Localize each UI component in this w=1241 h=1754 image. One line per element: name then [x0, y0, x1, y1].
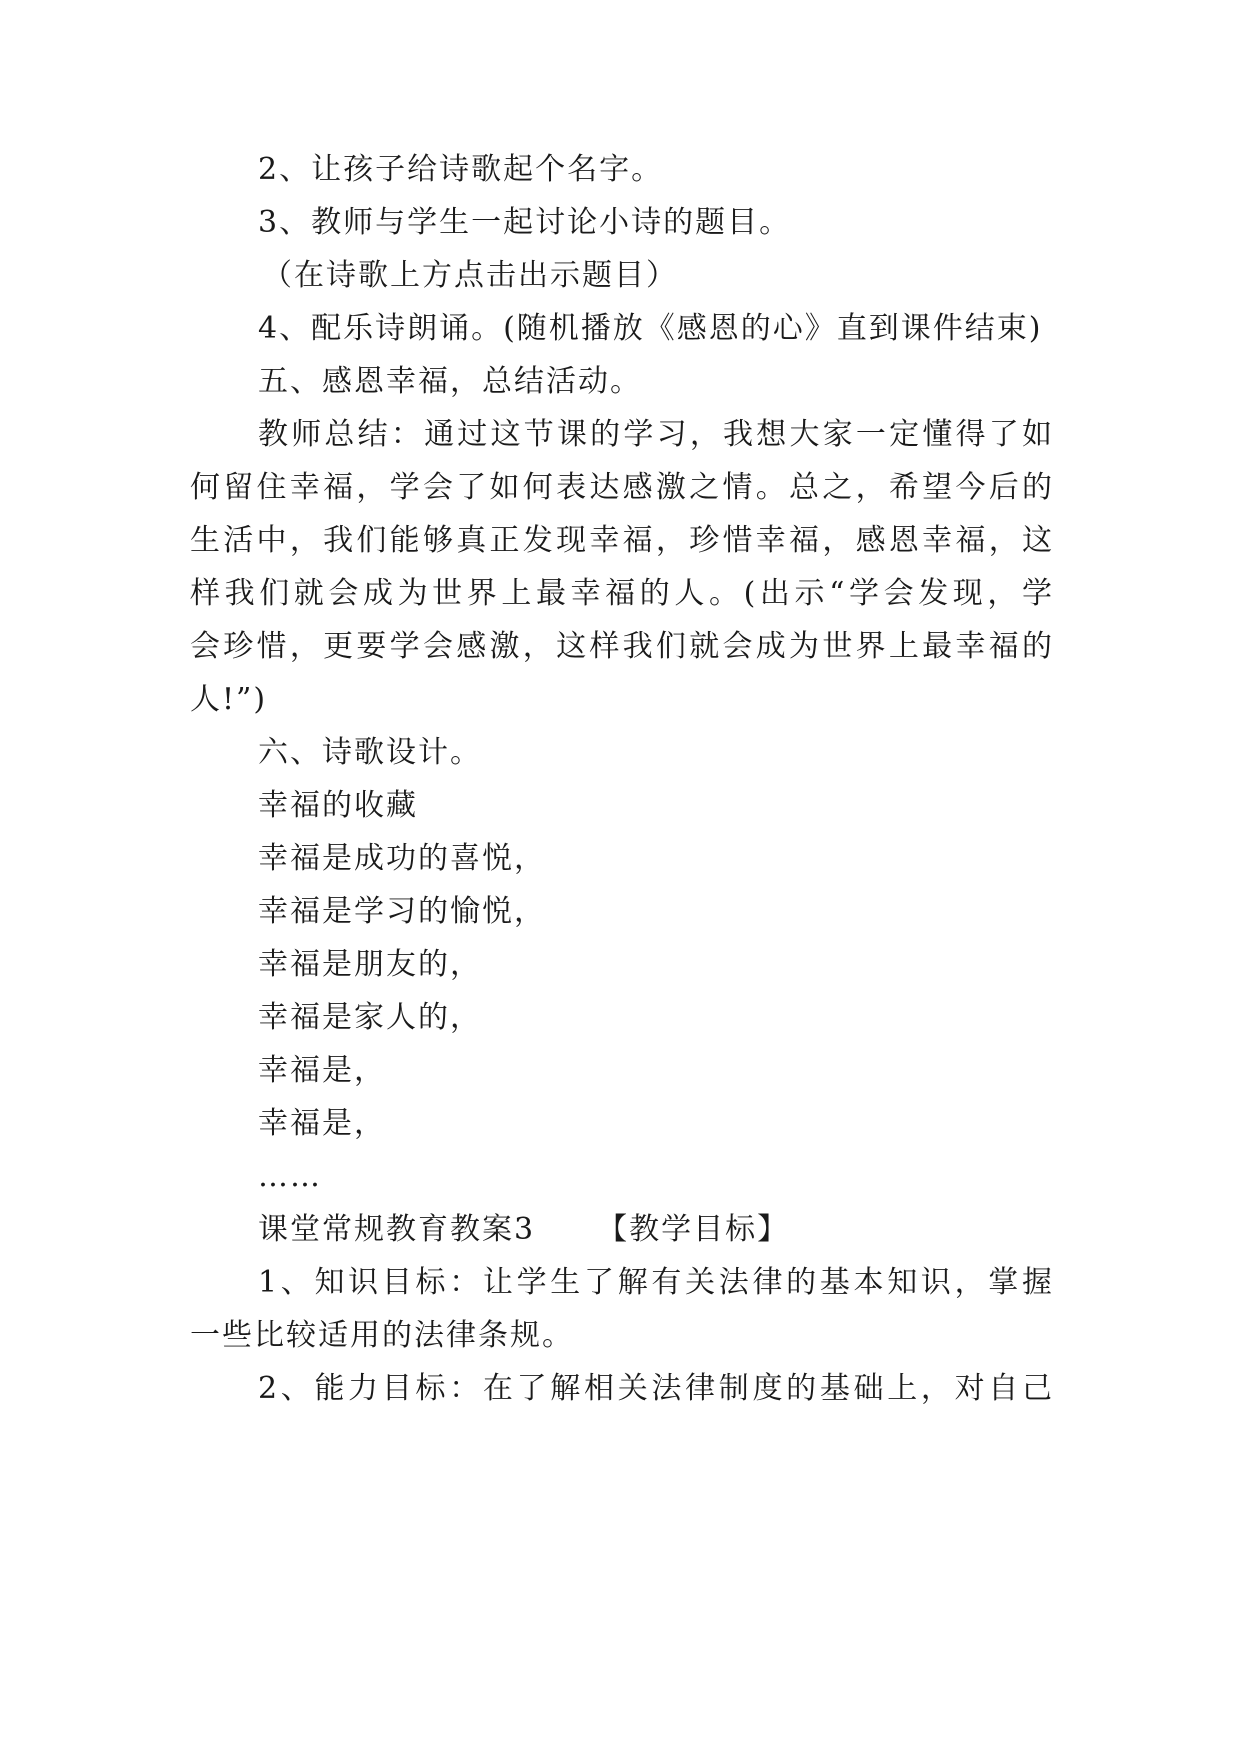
paragraph-line: （在诗歌上方点击出示题目）: [262, 258, 678, 293]
paragraph-line: 样我们就会成为世界上最幸福的人。(出示“学会发现，学: [190, 576, 1052, 611]
paragraph-line: 3、教师与学生一起讨论小诗的题目。: [258, 205, 792, 240]
poem-line: 幸福是成功的喜悦，: [258, 841, 546, 876]
paragraph-line: 何留住幸福，学会了如何表达感激之情。总之，希望今后的: [190, 470, 1052, 505]
objectives-heading: 【教学目标】: [597, 1212, 790, 1247]
lesson-title: 课堂常规教育教案3: [258, 1212, 536, 1247]
poem-line: 幸福是，: [258, 1053, 386, 1088]
poem-ellipsis: ……: [258, 1159, 322, 1194]
paragraph-line: 生活中，我们能够真正发现幸福，珍惜幸福，感恩幸福，这: [190, 523, 1052, 558]
paragraph-line: 4、配乐诗朗诵。(随机播放《感恩的心》直到课件结束): [258, 311, 1043, 346]
poem-line: 幸福是学习的愉悦，: [258, 894, 546, 929]
paragraph-line: 2、让孩子给诗歌起个名字。: [258, 152, 664, 187]
poem-title: 幸福的收藏: [258, 788, 418, 823]
paragraph-line: 一些比较适用的法律条规。: [190, 1318, 574, 1353]
paragraph-line: 人!”): [190, 682, 268, 717]
section-heading: 五、感恩幸福，总结活动。: [258, 364, 642, 399]
paragraph-line: 1、知识目标：让学生了解有关法律的基本知识，掌握: [258, 1265, 1052, 1300]
poem-line: 幸福是，: [258, 1106, 386, 1141]
lesson-heading: [258, 1210, 789, 1250]
poem-line: 幸福是朋友的，: [258, 947, 482, 982]
paragraph-line: 会珍惜，更要学会感激，这样我们就会成为世界上最幸福的: [190, 629, 1052, 664]
poem-line: 幸福是家人的，: [258, 1000, 482, 1035]
section-heading: 六、诗歌设计。: [258, 735, 482, 770]
paragraph-line: 2、能力目标：在了解相关法律制度的基础上，对自己: [258, 1371, 1052, 1406]
paragraph-line: 教师总结：通过这节课的学习，我想大家一定懂得了如: [258, 417, 1052, 452]
